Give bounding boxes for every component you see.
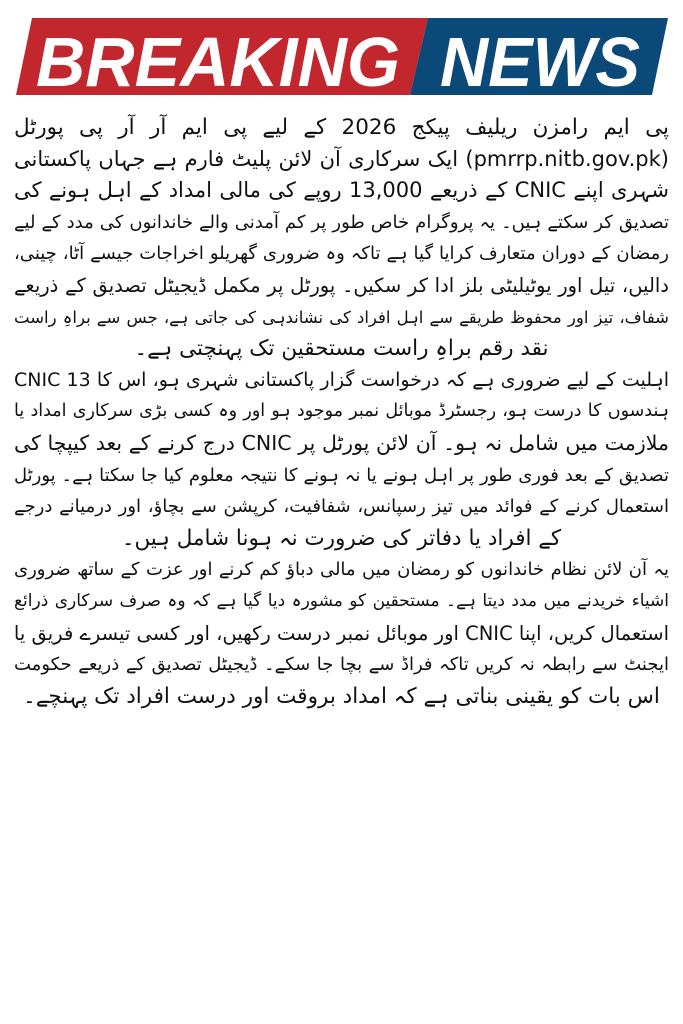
- article-paragraph: [14, 365, 669, 555]
- banner-word-breaking: BREAKING: [36, 23, 400, 101]
- article-line: ملازمت میں شامل نہ ہو۔ آن لائن پورٹل پر CNIC درج کرنے کے بعد کیپچا کی: [14, 430, 669, 455]
- article-line: اہلیت کے لیے ضروری ہے کہ درخواست گزار پاکستانی شہری ہو، اس کا CNIC 13: [14, 368, 669, 391]
- article-line: اشیاء خریدنے میں مدد دیتا ہے۔ مستحقین کو مشورہ دیا گیا ہے کہ وہ صرف سرکاری ذرائع: [14, 590, 669, 611]
- article-line: نقد رقم براہِ راست مستحقین تک پہنچتی ہے۔: [134, 336, 549, 362]
- article-line: اس بات کو یقینی بناتی ہے کہ امداد بروقت اور درست افراد تک پہنچے۔: [23, 683, 660, 709]
- article-line: دالیں، تیل اور یوٹیلیٹی بلز ادا کر سکیں۔ پورٹل پر مکمل ڈیجیٹل تصدیق کے ذریعے: [14, 273, 669, 297]
- article-line: رمضان کے دوران متعارف کرایا گیا ہے تاکہ وہ ضروری گھریلو اخراجات جیسے آٹا، چینی،: [14, 243, 669, 265]
- article-line: ہندسوں کا درست ہو، رجسٹرڈ موبائل نمبر موجود ہو اور وہ کسی بڑی سرکاری امداد یا: [14, 401, 669, 422]
- article-line: تصدیق کر سکتے ہیں۔ یہ پروگرام خاص طور پر کم آمدنی والے خاندانوں کی مدد کے لیے: [14, 211, 669, 233]
- article-line: کے افراد یا دفاتر کی ضرورت نہ ہونا شامل ہیں۔: [121, 525, 562, 551]
- article-line: پی ایم رامزن ریلیف پیکج 2026 کے لیے پی ایم آر آر پی پورٹل: [14, 115, 669, 140]
- article-line: تصدیق کے بعد فوری طور پر اہل ہونے یا نہ ہونے کا نتیجہ معلوم کیا جا سکتا ہے۔ پورٹل: [14, 464, 669, 486]
- banner-word-news: NEWS: [440, 23, 640, 101]
- article-line: شہری اپنے CNIC کے ذریعے 13,000 روپے کی مالی امداد کے اہل ہونے کی: [14, 178, 669, 203]
- article-paragraph: [14, 112, 669, 365]
- article-line: استعمال کرنے کے فوائد میں تیز رسپانس، شفافیت، کرپشن سے بچاؤ، اور درمیانے درجے: [14, 496, 669, 518]
- article-paragraph: [14, 554, 669, 712]
- breaking-news-graphic: [0, 0, 683, 110]
- article-line: یہ آن لائن نظام خاندانوں کو رمضان میں مالی دباؤ کم کرنے اور عزت کے ساتھ ضروری: [14, 559, 669, 581]
- breaking-news-banner: [0, 0, 683, 110]
- article-line: ایجنٹ سے رابطہ نہ کریں تاکہ فراڈ سے بچا جا سکے۔ ڈیجیٹل تصدیق کے ذریعے حکومت: [14, 654, 669, 676]
- article-line: استعمال کریں، اپنا CNIC اور موبائل نمبر درست رکھیں، اور کسی تیسرے فریق یا: [13, 621, 669, 645]
- article-line: (pmrrp.nitb.gov.pk) ایک سرکاری آن لائن پلیٹ فارم ہے جہاں پاکستانی: [14, 146, 669, 171]
- article-body: [14, 112, 669, 712]
- article-line: شفاف، تیز اور محفوظ طریقے سے اہل افراد کی نشاندہی کی جاتی ہے، جس سے براہِ راست: [14, 307, 669, 327]
